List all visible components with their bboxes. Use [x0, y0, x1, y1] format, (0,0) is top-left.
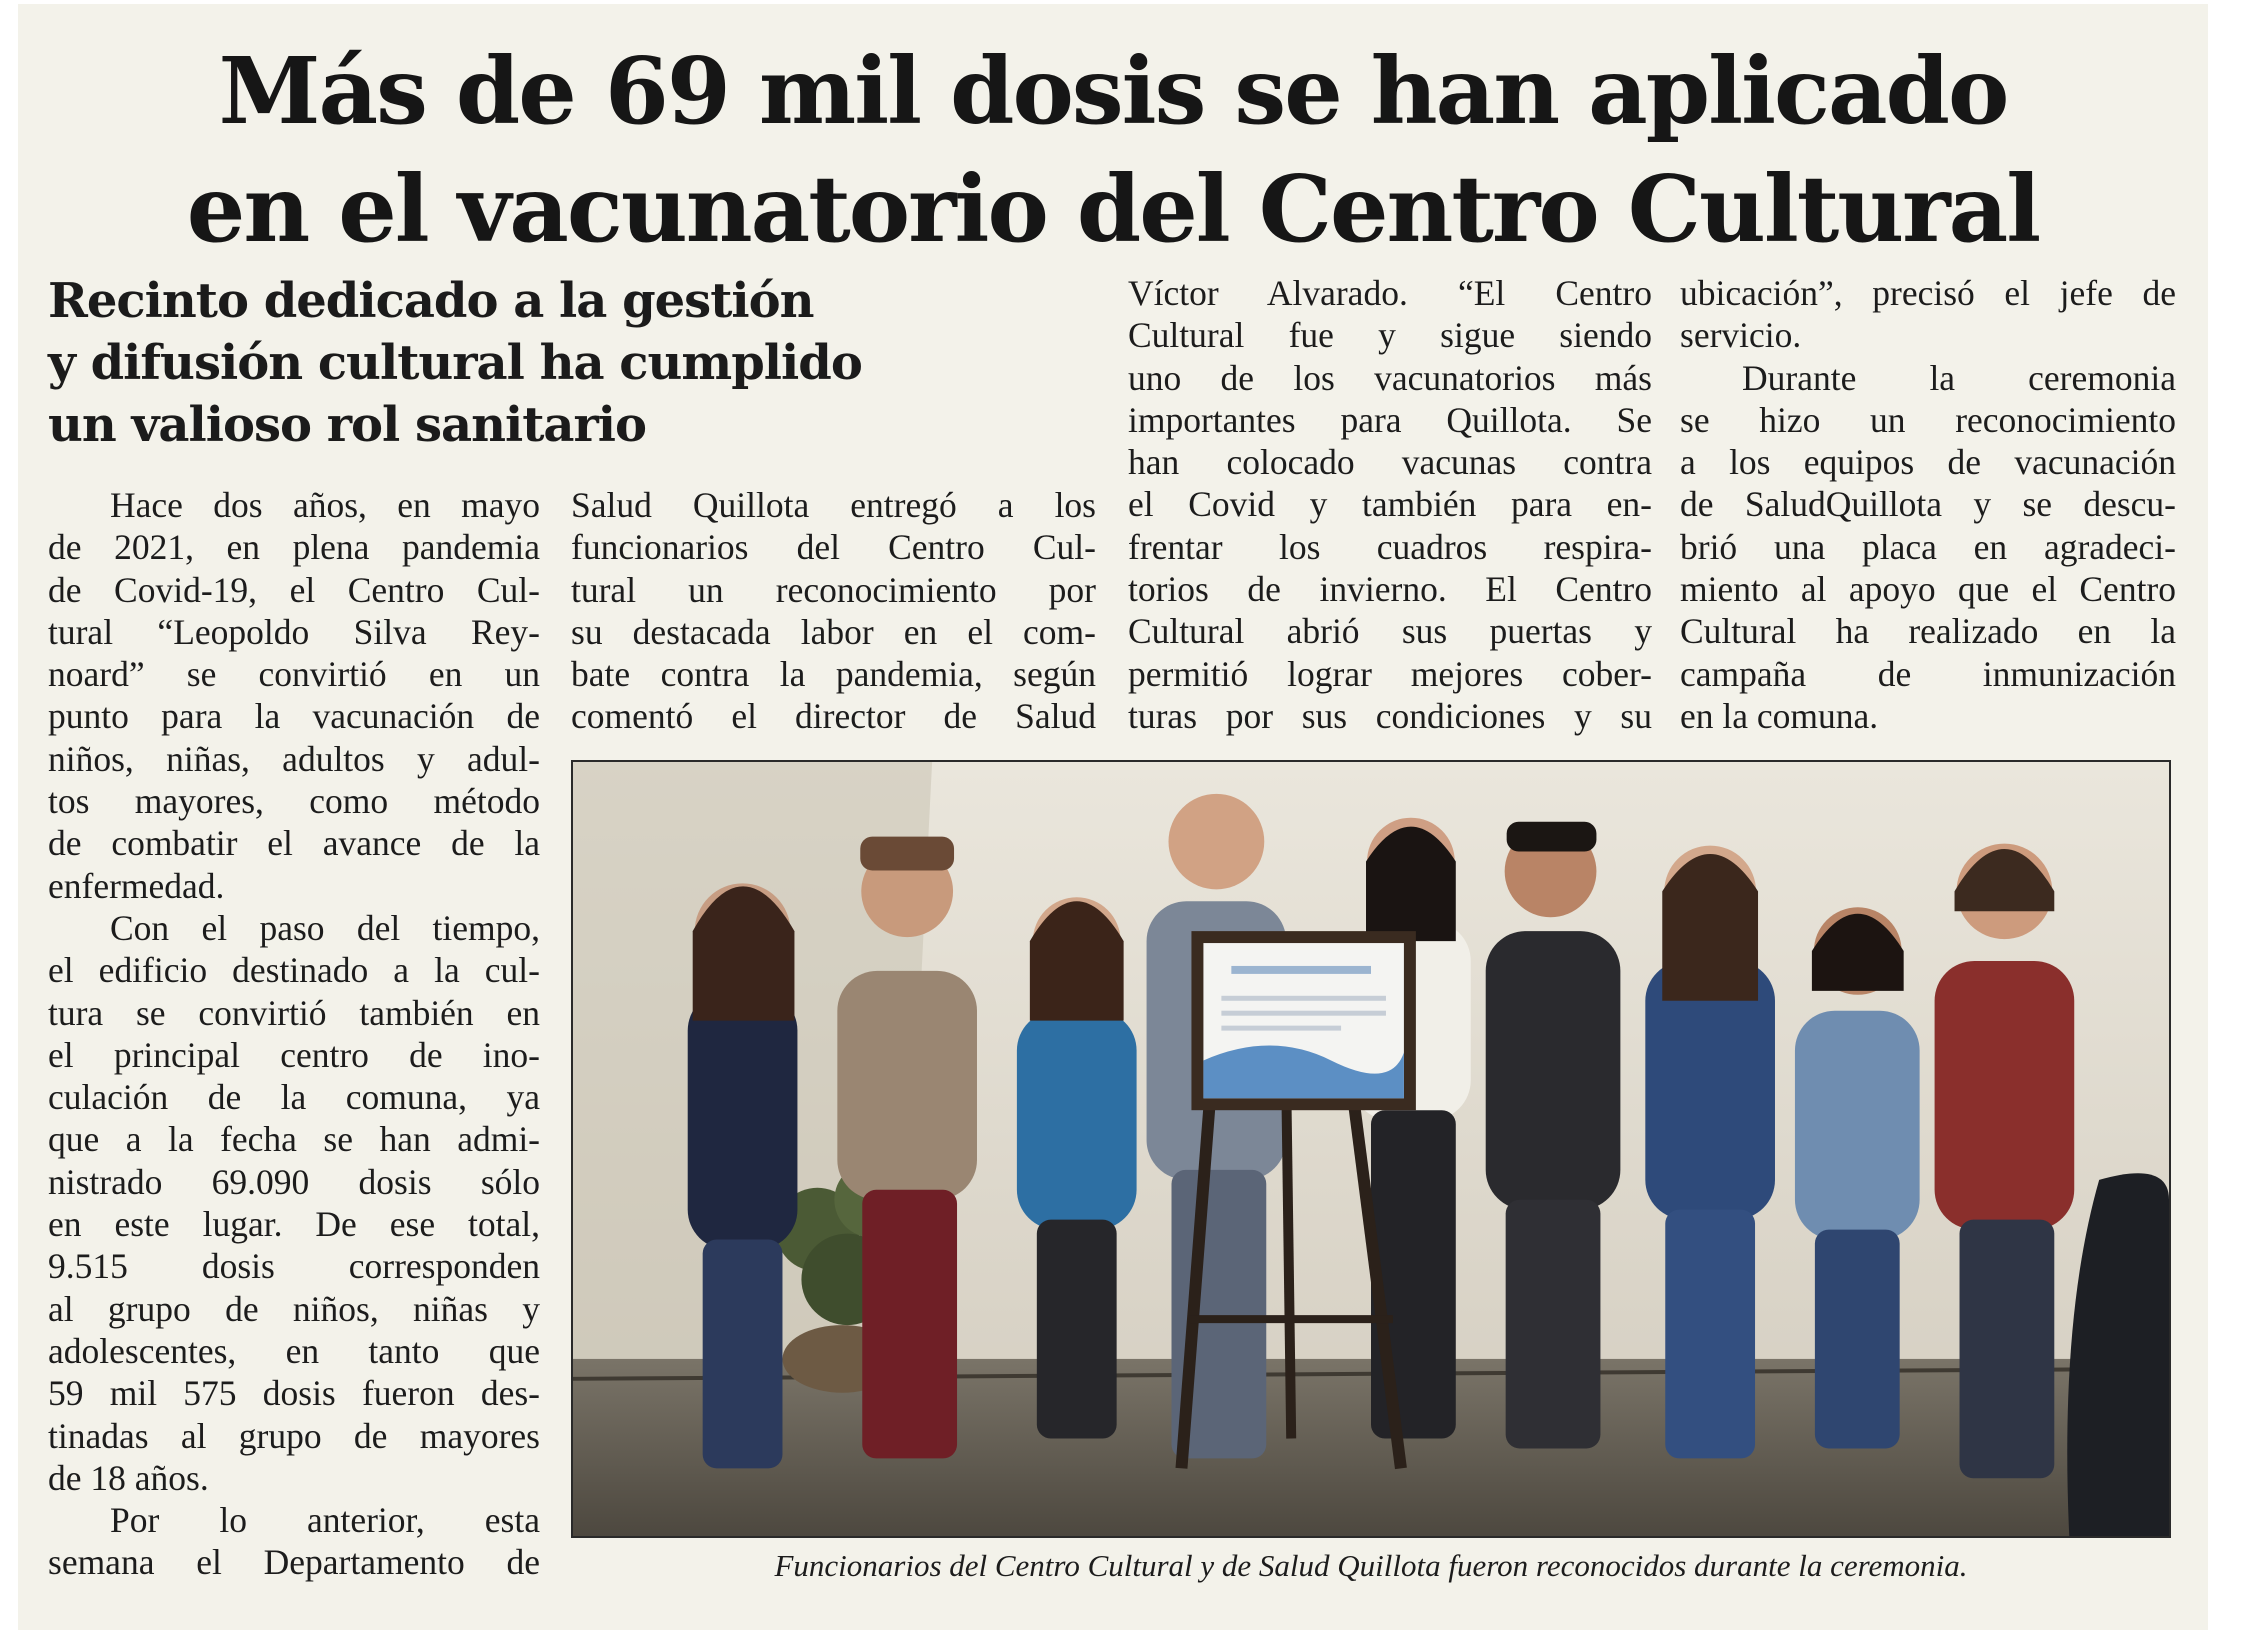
text-line: frentar los cuadros respira- [1128, 526, 1652, 567]
paragraph [48, 1499, 540, 1584]
text-line: torios de invierno. El Centro [1128, 569, 1652, 610]
text-line: de 2021, en plena pandemia [48, 527, 540, 568]
text-line: nistrado 69.090 dosis sólo [48, 1161, 540, 1202]
text-line: tinadas al grupo de mayores [48, 1415, 540, 1456]
paragraph [1680, 357, 2176, 738]
text-line: Cultural fue y sigue siendo [1128, 315, 1652, 356]
headline-line: Más de 69 mil dosis se han aplicado [218, 37, 2008, 145]
text-line: funcionarios del Centro Cul- [571, 527, 1096, 568]
article-column-2 [571, 484, 1096, 738]
text-line: 9.515 dosis corresponden [48, 1246, 540, 1287]
paragraph [1680, 272, 2176, 357]
text-line: en la comuna. [1680, 695, 1879, 736]
ceremony-photo [571, 760, 2171, 1538]
text-line: permitió lograr mejores cober- [1128, 653, 1652, 694]
text-line: Con el paso del tiempo, [110, 907, 540, 948]
text-line: uno de los vacunatorios más [1128, 357, 1652, 398]
person-figure [688, 883, 798, 1468]
text-line: Cultural ha realizado en la [1680, 611, 2176, 652]
text-line: ubicación”, precisó el jefe de [1680, 273, 2176, 313]
text-line: niños, niñas, adultos y adul- [48, 738, 540, 779]
text-line: punto para la vacunación de [48, 696, 540, 737]
text-line: el edificio destinado a la cul- [48, 950, 540, 991]
text-line: Hace dos años, en mayo [110, 485, 540, 525]
text-line: a los equipos de vacunación [1680, 442, 2176, 483]
text-line: su destacada labor en el com- [571, 611, 1096, 652]
text-line: bate contra la pandemia, según [571, 654, 1096, 695]
text-line: culación de la comuna, ya [48, 1077, 540, 1118]
text-line: tura se convirtió también en [48, 992, 540, 1033]
text-line: campaña de inmunización [1680, 653, 2176, 694]
paragraph [48, 484, 540, 907]
text-line: noard” se convirtió en un [48, 654, 540, 695]
text-line: Cultural abrió sus puertas y [1128, 611, 1652, 652]
text-line: el principal centro de ino- [48, 1034, 540, 1075]
text-line: Por lo anterior, esta [110, 1500, 540, 1541]
text-line: de SaludQuillota y se descu- [1680, 484, 2176, 525]
article-column-4 [1680, 272, 2176, 737]
text-line: adolescentes, en tanto que [48, 1330, 540, 1371]
subheadline-line: un valioso rol sanitario [48, 397, 647, 453]
text-line: Salud Quillota entregó a los [571, 485, 1096, 525]
text-line: semana el Departamento de [48, 1542, 540, 1583]
text-line: servicio. [1680, 315, 1802, 356]
text-line: brió una placa en agradeci- [1680, 526, 2176, 567]
headline-line: en el vacunatorio del Centro Cultural [186, 155, 2040, 263]
text-line: turas por sus condiciones y su [1128, 695, 1652, 736]
text-line: que a la fecha se han admi- [48, 1119, 540, 1160]
text-line: Víctor Alvarado. “El Centro [1128, 273, 1652, 313]
subheadline [48, 270, 862, 456]
text-line: el Covid y también para en- [1128, 484, 1652, 525]
subheadline-line: Recinto dedicado a la gestión [48, 273, 814, 329]
text-line: tural “Leopoldo Silva Rey- [48, 611, 540, 652]
text-line: se hizo un reconocimiento [1680, 399, 2176, 440]
newspaper-page [18, 4, 2208, 1630]
headline [18, 32, 2208, 268]
text-line: Durante la ceremonia [1742, 357, 2176, 398]
text-line: tos mayores, como método [48, 781, 540, 822]
text-line: importantes para Quillota. Se [1128, 399, 1652, 440]
text-line: 59 mil 575 dosis fueron des- [48, 1373, 540, 1414]
subheadline-line: y difusión cultural ha cumplido [48, 335, 862, 391]
text-line: comentó el director de Salud [571, 696, 1096, 737]
text-line: de Covid-19, el Centro Cul- [48, 569, 540, 610]
text-line: han colocado vacunas contra [1128, 442, 1652, 483]
text-line: tural un reconocimiento por [571, 569, 1096, 610]
text-line: al grupo de niños, niñas y [48, 1288, 540, 1329]
paragraph [48, 907, 540, 1499]
text-line: de combatir el avance de la [48, 823, 540, 864]
article-column-1 [48, 484, 540, 1584]
text-line: enfermedad. [48, 865, 225, 906]
paragraph [1128, 272, 1652, 737]
text-line: miento al apoyo que el Centro [1680, 569, 2176, 610]
article-column-3 [1128, 272, 1652, 737]
text-line: en este lugar. De ese total, [48, 1204, 540, 1245]
paragraph [571, 484, 1096, 738]
photo-caption: Funcionarios del Centro Cultural y de Salud Quillota fueron reconocidos durante la ceremonia. [774, 1548, 1968, 1583]
ceremony-photo-illustration [573, 762, 2169, 1536]
text-line: de 18 años. [48, 1457, 209, 1498]
